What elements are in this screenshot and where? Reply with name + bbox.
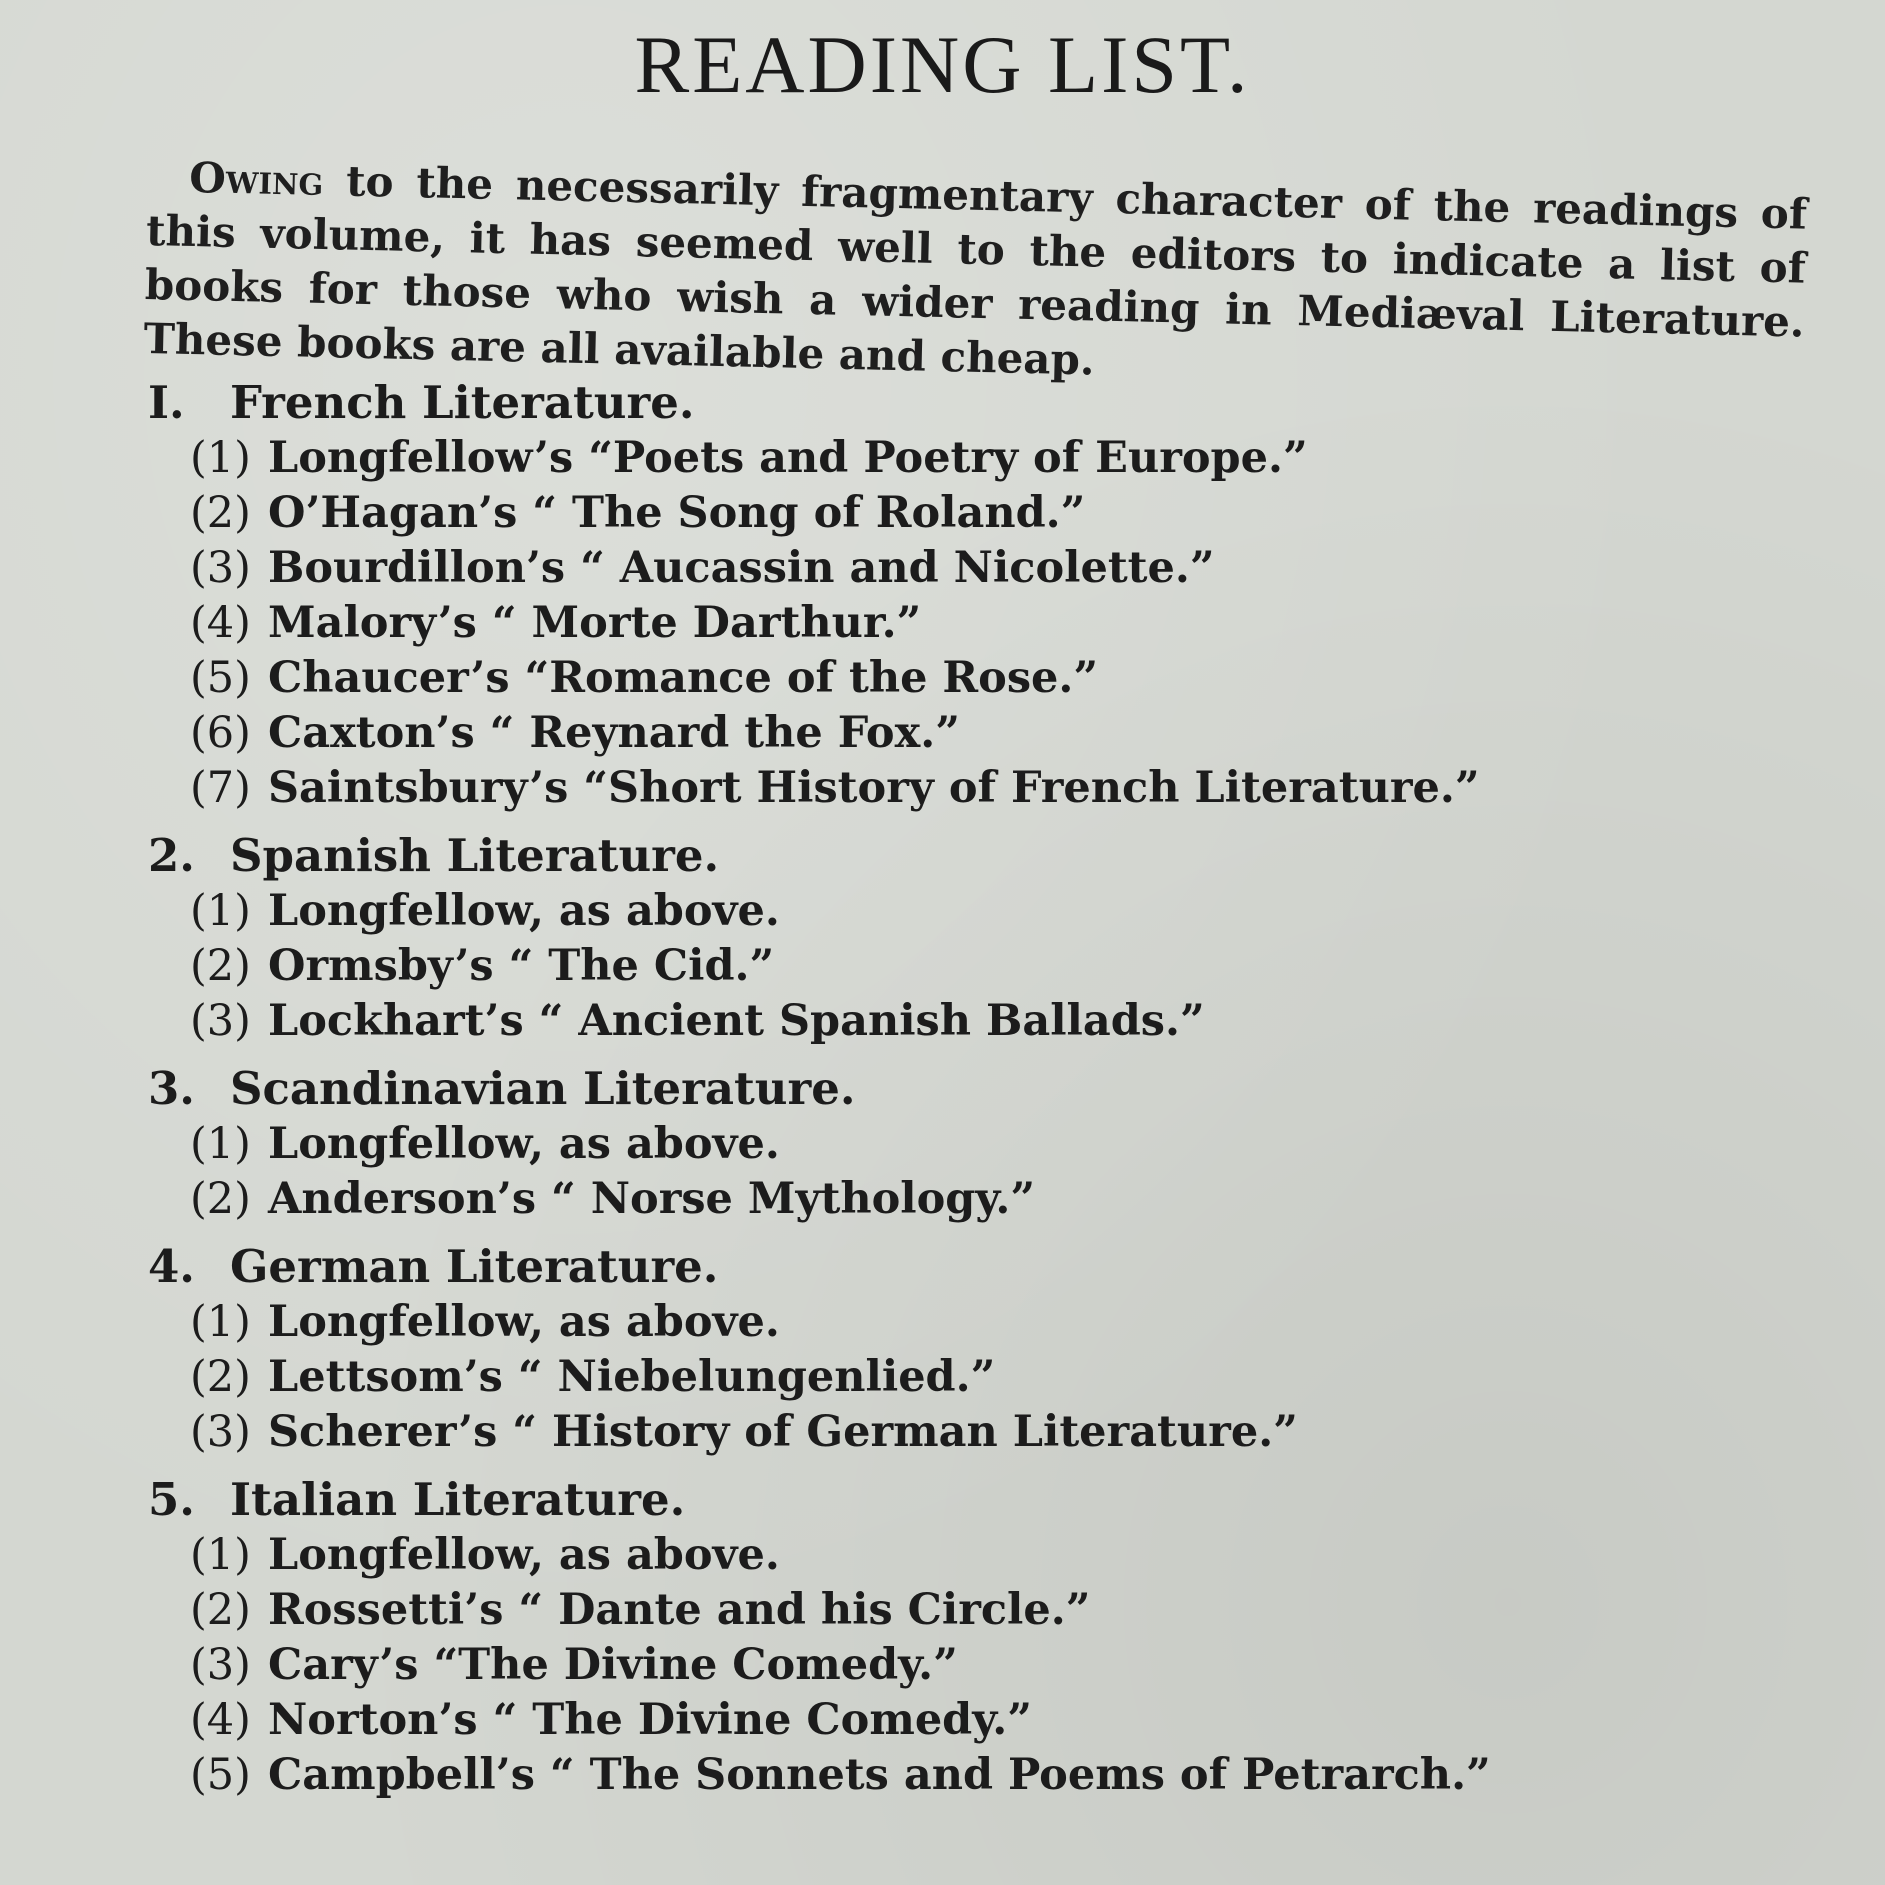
list-item xyxy=(148,1172,1788,1227)
intro-paragraph xyxy=(143,150,1807,404)
item-number: (4) xyxy=(190,598,251,648)
item-number: (4) xyxy=(190,1695,251,1745)
section-number: 3. xyxy=(148,1062,195,1115)
item-number: (2) xyxy=(190,1352,251,1402)
item-number: (3) xyxy=(190,1407,251,1457)
intro-lead-word: Owing xyxy=(188,152,324,205)
item-number: (3) xyxy=(190,996,251,1046)
item-number: (5) xyxy=(190,1750,251,1800)
item-number: (2) xyxy=(190,941,251,991)
item-number: (2) xyxy=(190,488,251,538)
list-item xyxy=(148,884,1788,939)
section-french xyxy=(148,375,1788,816)
item-text: Longfellow, as above. xyxy=(268,1297,780,1347)
item-number: (1) xyxy=(190,886,251,936)
section-title: German Literature. xyxy=(230,1240,719,1293)
item-number: (2) xyxy=(190,1585,251,1635)
section-heading xyxy=(148,828,1788,884)
item-text: Scherer’s “ History of German Literature.” xyxy=(268,1407,1298,1457)
section-heading xyxy=(148,375,1788,431)
item-text: Longfellow, as above. xyxy=(268,1530,780,1580)
section-title: Italian Literature. xyxy=(230,1473,686,1526)
section-spanish xyxy=(148,828,1788,1049)
list-item xyxy=(148,596,1788,651)
section-scandinavian xyxy=(148,1061,1788,1227)
list-item xyxy=(148,939,1788,994)
item-text: Longfellow, as above. xyxy=(268,886,780,936)
list-item xyxy=(148,1528,1788,1583)
section-italian xyxy=(148,1472,1788,1803)
list-item xyxy=(148,1117,1788,1172)
list-item xyxy=(148,761,1788,816)
item-text: Longfellow’s “Poets and Poetry of Europe.” xyxy=(268,433,1308,483)
section-title: Spanish Literature. xyxy=(230,829,720,882)
item-text: Ormsby’s “ The Cid.” xyxy=(268,941,775,991)
item-text: Saintsbury’s “Short History of French Literature.” xyxy=(268,763,1480,813)
item-number: (3) xyxy=(190,1640,251,1690)
item-number: (1) xyxy=(190,1119,251,1169)
list-item xyxy=(148,994,1788,1049)
item-number: (1) xyxy=(190,1530,251,1580)
list-item xyxy=(148,541,1788,596)
item-text: Longfellow, as above. xyxy=(268,1119,780,1169)
item-text: Lettsom’s “ Niebelungenlied.” xyxy=(268,1352,996,1402)
page-title: READING LIST. xyxy=(634,19,1251,110)
list-item xyxy=(148,486,1788,541)
item-text: Lockhart’s “ Ancient Spanish Ballads.” xyxy=(268,996,1205,1046)
item-number: (6) xyxy=(190,708,251,758)
list-item xyxy=(148,1295,1788,1350)
section-number: 4. xyxy=(148,1240,195,1293)
list-item xyxy=(148,1748,1788,1803)
item-text: Chaucer’s “Romance of the Rose.” xyxy=(268,653,1099,703)
item-number: (1) xyxy=(190,433,251,483)
section-heading xyxy=(148,1061,1788,1117)
section-number: I. xyxy=(148,376,185,429)
item-text: Norton’s “ The Divine Comedy.” xyxy=(268,1695,1033,1745)
section-number: 5. xyxy=(148,1473,195,1526)
item-text: O’Hagan’s “ The Song of Roland.” xyxy=(268,488,1086,538)
item-number: (7) xyxy=(190,763,251,813)
item-number: (5) xyxy=(190,653,251,703)
section-heading xyxy=(148,1239,1788,1295)
list-item xyxy=(148,706,1788,761)
section-german xyxy=(148,1239,1788,1460)
section-title: French Literature. xyxy=(230,376,695,429)
list-item xyxy=(148,651,1788,706)
item-text: Bourdillon’s “ Aucassin and Nicolette.” xyxy=(268,543,1215,593)
item-number: (1) xyxy=(190,1297,251,1347)
item-text: Caxton’s “ Reynard the Fox.” xyxy=(268,708,960,758)
list-item xyxy=(148,1405,1788,1460)
reading-list-sections xyxy=(148,375,1788,1815)
list-item xyxy=(148,431,1788,486)
item-number: (2) xyxy=(190,1174,251,1224)
item-text: Cary’s “The Divine Comedy.” xyxy=(268,1640,958,1690)
section-title: Scandinavian Literature. xyxy=(230,1062,856,1115)
item-text: Malory’s “ Morte Darthur.” xyxy=(268,598,922,648)
list-item xyxy=(148,1350,1788,1405)
list-item xyxy=(148,1583,1788,1638)
section-number: 2. xyxy=(148,829,195,882)
item-text: Anderson’s “ Norse Mythology.” xyxy=(268,1174,1036,1224)
item-text: Campbell’s “ The Sonnets and Poems of Petrarch.” xyxy=(268,1750,1491,1800)
intro-text: to the necessarily fragmentary character of the readings of this volume, it has seemed well to the editors to indicate a list of books for those who wish a wider reading in Mediæval Literature. These books are all available and cheap. xyxy=(143,155,1808,385)
section-heading xyxy=(148,1472,1788,1528)
item-text: Rossetti’s “ Dante and his Circle.” xyxy=(268,1585,1091,1635)
item-number: (3) xyxy=(190,543,251,593)
list-item xyxy=(148,1638,1788,1693)
list-item xyxy=(148,1693,1788,1748)
